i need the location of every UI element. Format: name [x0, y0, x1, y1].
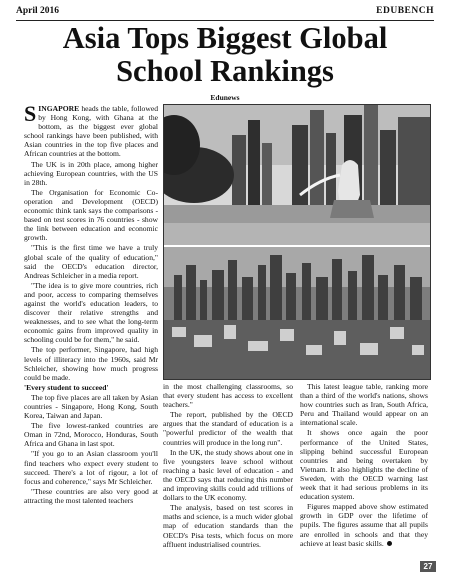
headline-line-2: School Rankings — [116, 54, 334, 88]
publication-name: EDUBENCH — [376, 6, 434, 16]
end-of-article-icon — [387, 541, 392, 546]
closing-text: Figures mapped above show estimated growth in GDP over the lifetime of pupils. The figures assume that all pupils are enrolled in schools and that they achieve at least basic skills. — [300, 502, 428, 548]
lead-word: INGAPORE — [38, 104, 80, 113]
page-number: 27 — [420, 561, 436, 572]
article-column-2 — [163, 382, 293, 560]
paragraph: The report, published by the OECD argues that the standard of education is a "powerful predictor of the wealth that countries will produce in the long run". — [163, 410, 293, 447]
byline: Edunews — [210, 93, 240, 102]
paragraph: The Organisation for Economic Co-operation and Development (OECD) economic think tank says the comparisons - based on test scores in 76 countries - show the link between education and economic growth. — [24, 187, 158, 243]
paragraph: The UK is in 20th place, among higher achieving European countries, with the US in 28th. — [24, 159, 158, 187]
singapore-skyline-photo — [163, 104, 431, 380]
paragraph: in the most challenging classrooms, so that every student has access to excellent teachers." — [163, 382, 293, 410]
lead-paragraph — [24, 104, 158, 159]
paragraph: "This is the first time we have a truly global scale of the quality of education," said the OECD's education director, Andreas Schleicher in a media report. — [24, 243, 158, 280]
paragraph: "The idea is to give more countries, rich and poor, access to comparing themselves against the world's education leaders, to discover their relative strengths and weaknesses, and to see what the long-term economic gains from improved quality in schooling could be for them," he said. — [24, 280, 158, 345]
paragraph: "These countries are also very good at attracting the most talented teachers — [24, 486, 158, 505]
paragraph: It shows once again the poor performance of the United States, slipping behind successful European countries and being overtaken by Vietnam. It also highlights the decline of Sweden, with the OECD warning last week that it had serious problems in its education system. — [300, 428, 428, 502]
paragraph — [300, 502, 428, 547]
paragraph: The top performer, Singapore, had high levels of illiteracy into the 1960s, said Mr Schleicher, showing how much progress could be made. — [24, 345, 158, 382]
drop-cap: S — [24, 104, 37, 126]
subheading: 'Every student to succeed' — [24, 382, 109, 392]
lead-text: heads the table, followed by Hong Kong, with Ghana at the bottom, as the biggest ever global school rankings have been published, with Asian countries in the top five places and African countries at the bottom. — [24, 104, 158, 159]
article-headline — [10, 22, 440, 88]
paragraph: The five lowest-ranked countries are Oman in 72nd, Morocco, Honduras, South Africa and Ghana in last spot. — [24, 421, 158, 449]
issue-date: April 2016 — [16, 6, 60, 16]
article-column-1 — [24, 104, 158, 559]
paragraph: The analysis, based on test scores in maths and science, is a much wider global map of education standards than the OECD's Pisa tests, which focus on more affluent industrialised countries. — [163, 503, 293, 549]
headline-line-1: Asia Tops Biggest Global — [62, 21, 388, 55]
paragraph: This latest league table, ranking more than a third of the world's nations, shows how countries such as Iran, South Africa, Peru and Thailand would appear on an international scale. — [300, 382, 428, 428]
paragraph: In the UK, the study shows about one in five youngsters leave school without reaching a basic level of education - and the OECD says that reducing this number and improving skills could add trillions of dollars to the UK economy. — [163, 447, 293, 503]
paragraph: The top five places are all taken by Asian countries - Singapore, Hong Kong, South Korea, Taiwan and Japan. — [24, 392, 158, 421]
paragraph: "If you go to an Asian classroom you'll find teachers who expect every student to succeed. There's a lot of rigour, a lot of focus and coherence," says Mr Schleicher. — [24, 449, 158, 486]
page-header — [16, 6, 434, 21]
article-column-3 — [300, 382, 428, 560]
